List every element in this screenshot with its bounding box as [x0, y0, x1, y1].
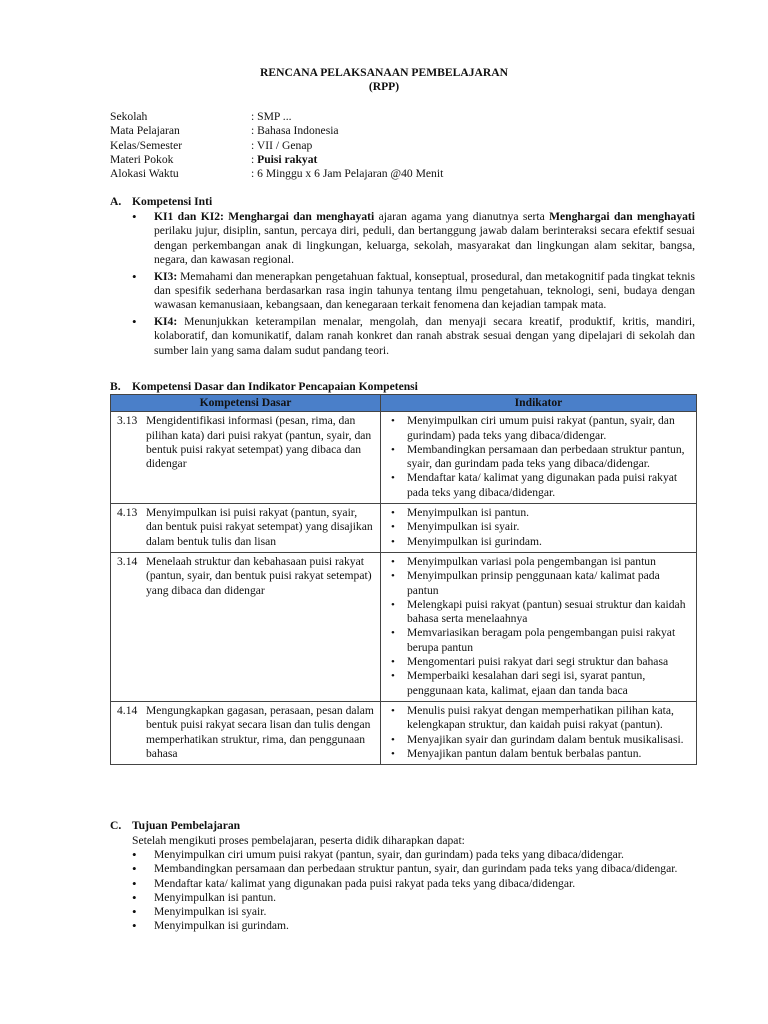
identity-value: [251, 167, 443, 181]
identity-block: [110, 110, 443, 181]
indikator-item: • Menyajikan pantun dalam bentuk berbalas pantun.: [385, 747, 692, 761]
identity-row-mapel: [110, 124, 443, 138]
section-c-heading: [110, 819, 240, 833]
title-sub: (RPP): [368, 80, 400, 93]
list-item: • Mendaftar kata/ kalimat yang digunakan pada puisi rakyat pada teks yang dibaca/didengar.: [132, 877, 692, 891]
indikator-item: • Mendaftar kata/ kalimat yang digunakan pada puisi rakyat pada teks yang dibaca/didengar.: [385, 471, 692, 500]
indikator-item: • Melengkapi puisi rakyat (pantun) sesuai struktur dan kaidah bahasa serta menelaahnya: [385, 598, 692, 627]
indikator-item: • Menyimpulkan variasi pola pengembangan isi pantun: [385, 555, 692, 569]
indikator-item: • Menyimpulkan prinsip penggunaan kata/ kalimat pada pantun: [385, 569, 692, 598]
list-item: [110, 270, 695, 313]
item-text: Menunjukkan keterampilan menalar, mengolah, dan menyaji secara kreatif, produktif, kritis, mandiri, kolaboratif, dan komunikatif, dalam ranah konkret dan ranah abstrak sesuai dengan yang dipelajari di sekolah dan sumber lain yang sama dalam sudut pandang teori.: [154, 315, 695, 357]
item-text: ajaran agama yang dianutnya serta: [374, 210, 550, 223]
list-item: • Menyimpulkan isi pantun.: [132, 891, 692, 905]
item-text: perilaku jujur, disiplin, santun, percaya diri, peduli, dan bertanggung jawab dalam berinteraksi secara efektif sesuai dengan perkembangan anak di lingkungan, keluarga, sekolah, masyarakat dan lingkungan alam sekitar, bangsa, negara, dan kawasan regional.: [154, 224, 695, 266]
table-header-row: [111, 395, 697, 412]
list-item: [110, 210, 695, 267]
indikator-item: • Memperbaiki kesalahan dari segi isi, syarat pantun, penggunaan kata, kalimat, ejaan dan tanda baca: [385, 669, 692, 698]
indikator-item: • Mengomentari puisi rakyat dari segi struktur dan bahasa: [385, 655, 692, 669]
indikator-cell: [381, 552, 697, 701]
indikator-item: • Membandingkan persamaan dan perbedaan struktur pantun, syair, dan gurindam pada teks yang dibaca/didengar.: [385, 443, 692, 472]
section-number: B.: [110, 380, 121, 393]
table-row: [111, 504, 697, 553]
kd-number: 3.13: [117, 414, 138, 428]
kd-indikator-table: [110, 394, 697, 765]
indikator-item: • Menyimpulkan isi syair.: [385, 520, 692, 534]
table-row: [111, 552, 697, 701]
identity-label: Materi Pokok: [110, 152, 174, 166]
kd-cell: [111, 552, 381, 701]
identity-value-text: : 6 Minggu x 6 Jam Pelajaran @40 Menit: [251, 167, 444, 181]
identity-row-kelas: [110, 139, 443, 153]
indikator-item: • Memvariasikan beragam pola pengembangan puisi rakyat berupa pantun: [385, 626, 692, 655]
table-row: [111, 412, 697, 504]
column-header: Indikator: [381, 395, 697, 412]
item-bold: Menghargai dan menghayati: [549, 210, 695, 223]
identity-label: Kelas/Semester: [110, 138, 183, 152]
indikator-cell: [381, 412, 697, 504]
item-bold: Menghargai dan menghayati: [223, 210, 375, 223]
identity-row-alokasi: [110, 167, 443, 181]
section-title: Kompetensi Dasar dan Indikator Pencapaian Kompetensi: [132, 380, 418, 393]
table-row: [111, 701, 697, 764]
identity-value: [251, 110, 292, 124]
kd-cell: [111, 701, 381, 764]
section-b-heading: [110, 380, 418, 394]
section-a-heading: [110, 195, 212, 209]
identity-value-text: :: [251, 152, 258, 166]
kd-text: Mengidentifikasi informasi (pesan, rima, dan pilihan kata) dari puisi rakyat (pantun, syair, dan bentuk puisi rakyat setempat) yang dibaca dan didengar: [146, 414, 372, 471]
kd-text: Menyimpulkan isi puisi rakyat (pantun, syair, dan bentuk puisi rakyat setempat) yang disajikan dalam bentuk tulis dan lisan: [146, 506, 373, 548]
item-lead: KI1 dan KI2:: [154, 210, 224, 223]
kd-number: 3.14: [117, 554, 138, 568]
kd-cell: [111, 412, 381, 504]
tujuan-list: [132, 848, 692, 934]
kd-text: Mengungkapkan gagasan, perasaan, pesan dalam bentuk puisi rakyat secara lisan dan tulis dengan memperhatikan struktur, rima, dan penggunaan bahasa: [146, 703, 374, 760]
section-title: Tujuan Pembelajaran: [132, 819, 241, 832]
indikator-item: • Menyimpulkan ciri umum puisi rakyat (pantun, syair, dan gurindam) pada teks yang dibaca/didengar.: [385, 414, 692, 443]
identity-value-text: : VII / Genap: [251, 138, 313, 152]
list-item: • Menyimpulkan isi gurindam.: [132, 919, 692, 933]
list-item: • Menyimpulkan ciri umum puisi rakyat (pantun, syair, dan gurindam) pada teks yang dibaca/didengar.: [132, 848, 692, 862]
identity-label: Alokasi Waktu: [110, 167, 179, 181]
list-item: • Membandingkan persamaan dan perbedaan struktur pantun, syair, dan gurindam pada teks yang dibaca/didengar.: [132, 862, 692, 876]
column-header: Kompetensi Dasar: [111, 395, 381, 412]
item-lead: KI3:: [154, 269, 178, 283]
kd-number: 4.14: [117, 703, 138, 717]
kompetensi-inti-list: [110, 210, 695, 360]
section-number: C.: [110, 819, 122, 832]
title-main: RENCANA PELAKSANAAN PEMBELAJARAN: [260, 66, 508, 79]
kd-text: Menelaah struktur dan kebahasaan puisi rakyat (pantun, syair, dan bentuk puisi rakyat setempat) yang dibaca dan didengar: [146, 554, 372, 597]
item-text: Memahami dan menerapkan pengetahuan faktual, konseptual, prosedural, dan metakognitif pada tingkat teknis dan spesifik sederhana berdasarkan rasa ingin tahunya tentang ilmu pengetahuan, teknologi, seni, budaya dengan wawasan kemanusiaan, kebangsaan, dan kenegaraan terkait fenomena dan kejadian tampak mata.: [154, 269, 695, 312]
kd-number: 4.13: [117, 506, 138, 520]
list-item: [110, 315, 695, 358]
indikator-item: • Menyimpulkan isi gurindam.: [385, 535, 692, 549]
indikator-item: • Menyajikan syair dan gurindam dalam bentuk musikalisasi.: [385, 733, 692, 747]
kd-cell: [111, 504, 381, 553]
section-number: A.: [110, 195, 122, 208]
identity-value: [251, 139, 312, 153]
identity-row-sekolah: [110, 110, 443, 124]
identity-label: Sekolah: [110, 110, 148, 123]
tujuan-intro: Setelah mengikuti proses pembelajaran, peserta didik diharapkan dapat:: [132, 834, 465, 847]
item-lead: KI4:: [154, 315, 178, 329]
list-item: • Menyimpulkan isi syair.: [132, 905, 692, 919]
identity-value-bold: Puisi rakyat: [257, 152, 318, 166]
identity-value: [251, 153, 317, 167]
document-title: [0, 66, 768, 94]
indikator-cell: [381, 504, 697, 553]
identity-value: [251, 124, 339, 138]
identity-label: Mata Pelajaran: [110, 124, 180, 138]
indikator-cell: [381, 701, 697, 764]
identity-value-text: : SMP ...: [251, 110, 292, 123]
indikator-item: • Menyimpulkan isi pantun.: [385, 506, 692, 520]
section-title: Kompetensi Inti: [132, 195, 213, 208]
identity-row-materi: [110, 153, 443, 167]
identity-value-text: : Bahasa Indonesia: [251, 124, 339, 138]
indikator-item: • Menulis puisi rakyat dengan memperhatikan pilihan kata, kelengkapan struktur, dan kaidah puisi rakyat (pantun).: [385, 704, 692, 733]
